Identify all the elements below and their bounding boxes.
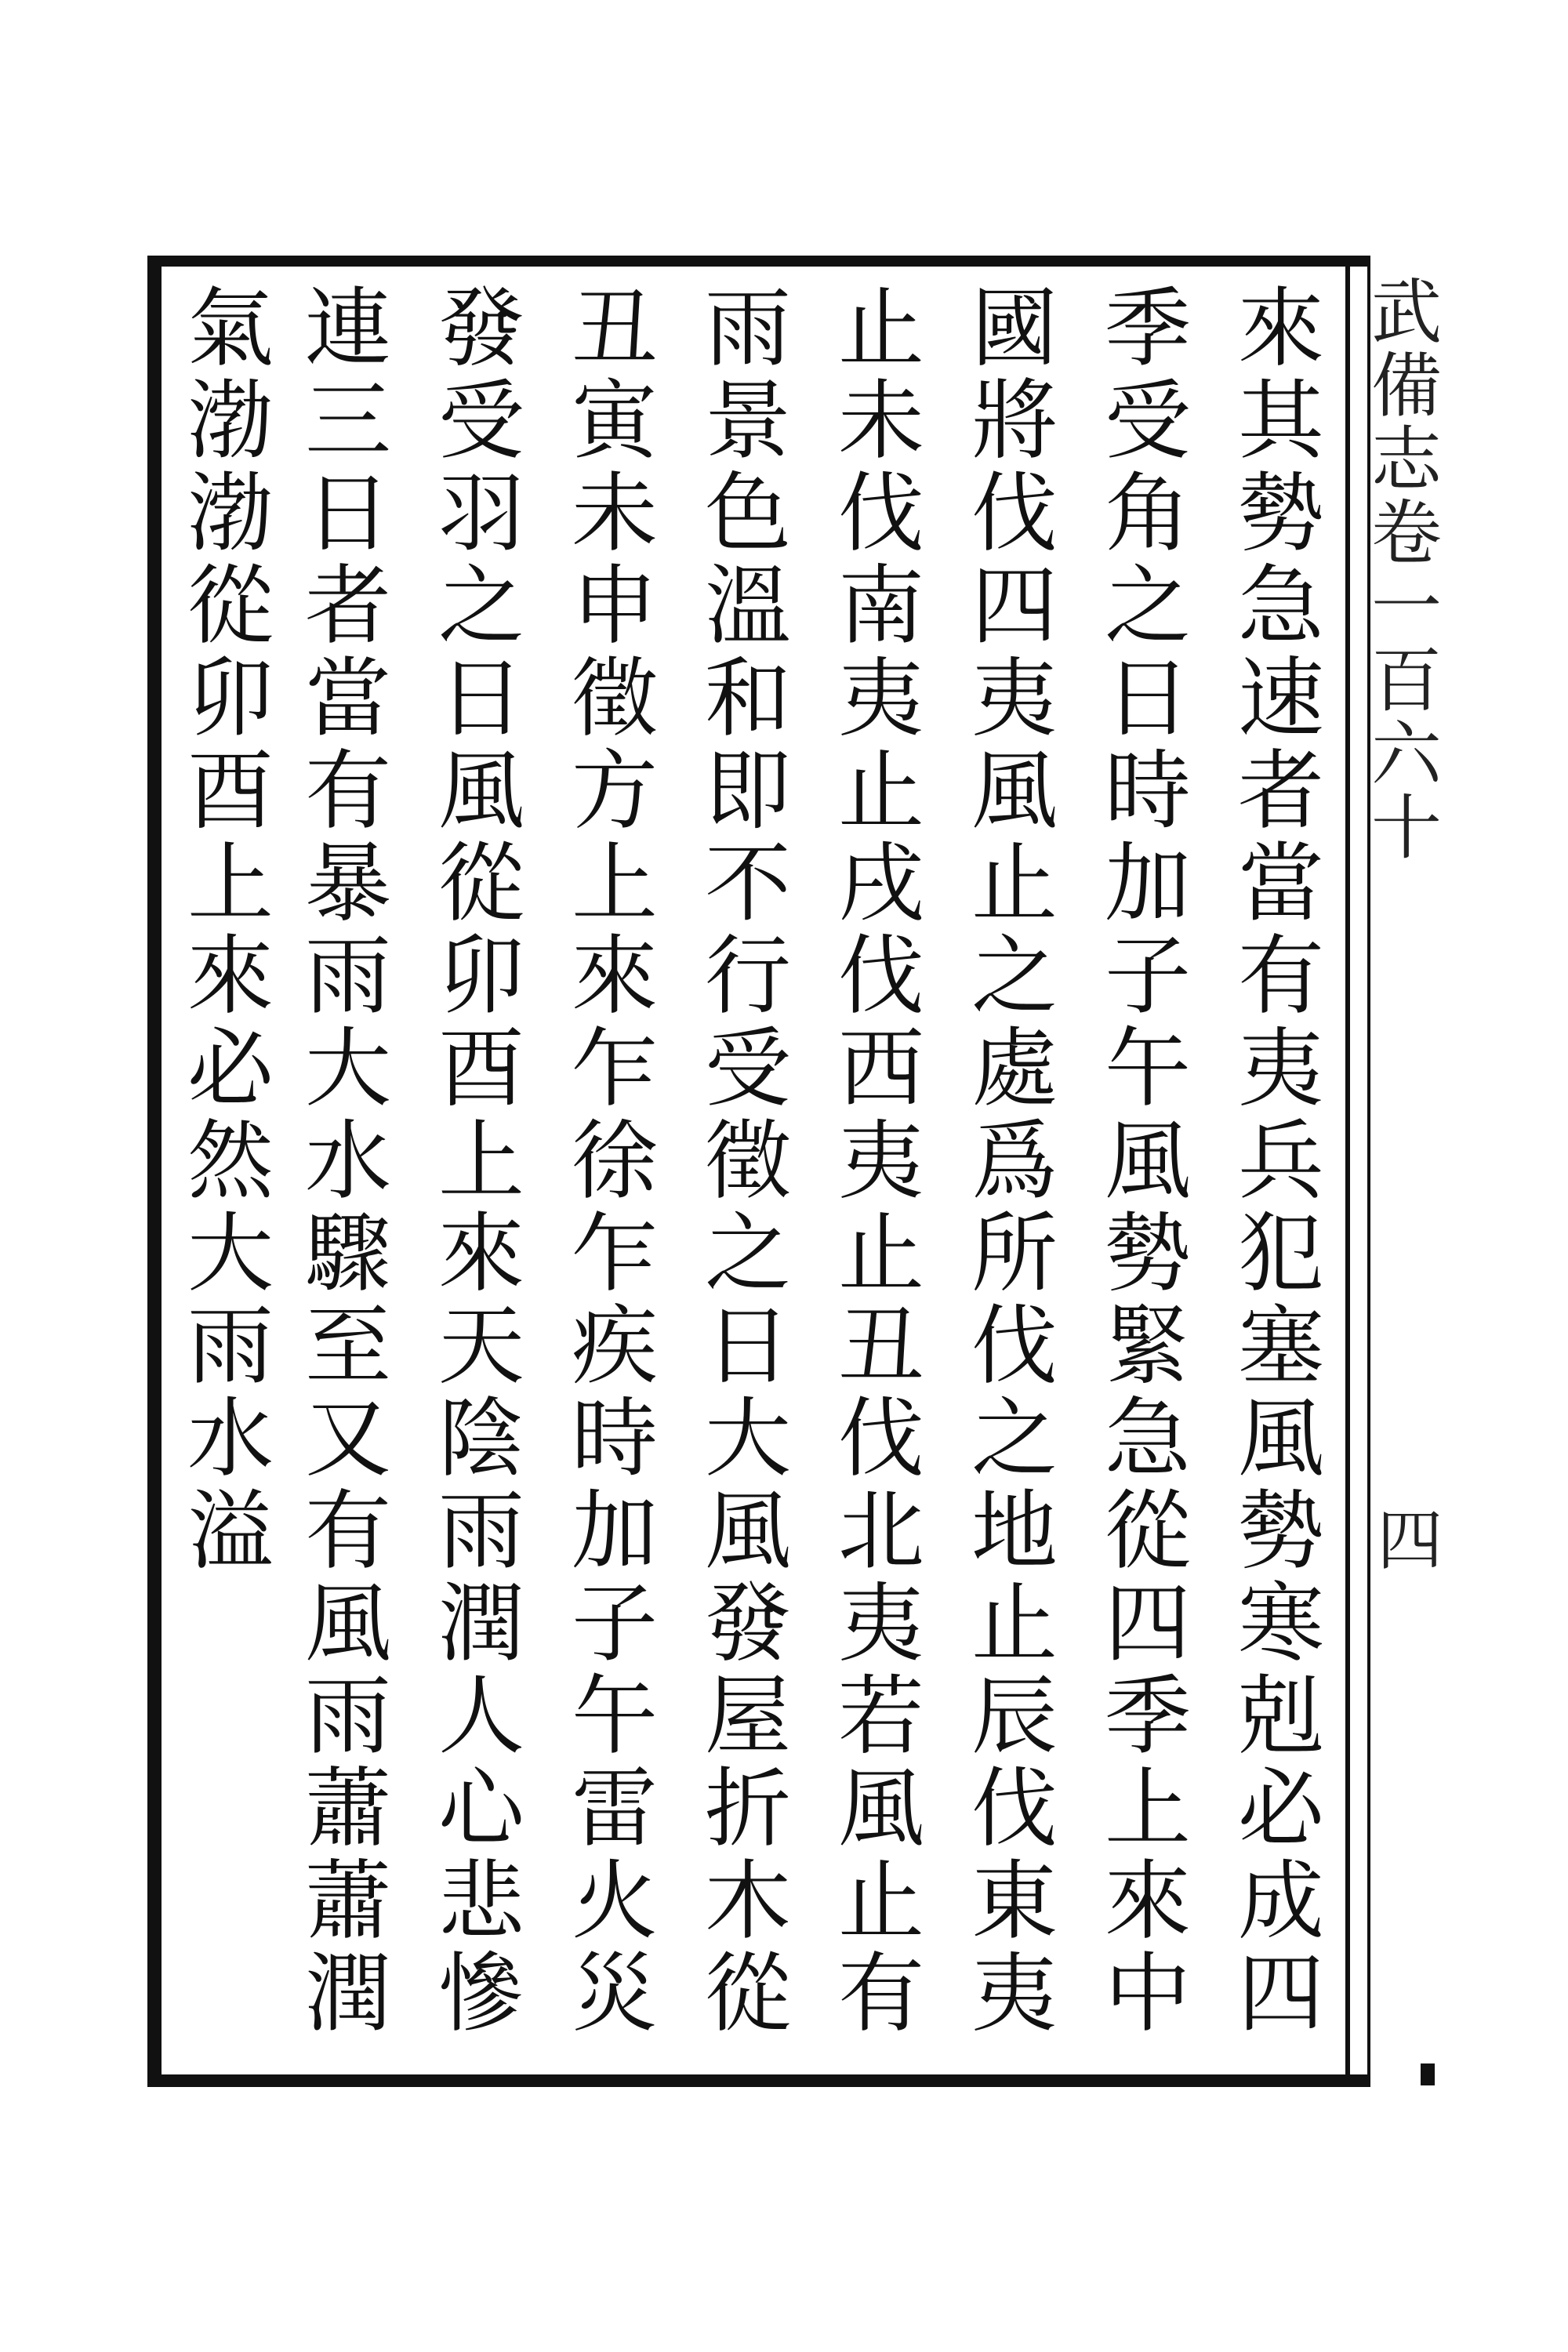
gutter-rule xyxy=(1345,259,1350,2079)
text-column-7: 發受羽之日風從卯酉上來天陰雨潤人心悲慘 xyxy=(424,282,524,2040)
margin-page-number: 四 xyxy=(1367,1505,1443,1571)
text-column-2: 季受角之日時加子午風勢緊急從四季上來中 xyxy=(1091,282,1191,2040)
text-column-8: 連三日者當有暴雨大水驟至又有風雨蕭蕭潤 xyxy=(291,282,391,2040)
margin-header-title: 武備志卷一百六十 xyxy=(1359,274,1441,864)
text-column-9: 氣渤渤從卯酉上來必然大雨水溢 xyxy=(173,282,274,1577)
text-column-4: 止未伐南夷止戌伐西夷止丑伐北夷若風止有 xyxy=(824,282,924,2040)
text-column-6: 丑寅未申徵方上來乍徐乍疾時加子午雷火災 xyxy=(557,282,658,2040)
margin-mark xyxy=(1421,2063,1435,2085)
text-column-3: 國將伐四夷風止之處爲所伐之地止辰伐東夷 xyxy=(957,282,1058,2040)
text-column-5: 雨景色溫和即不行受徵之日大風發屋折木從 xyxy=(691,282,791,2040)
text-column-1: 來其勢急速者當有夷兵犯塞風勢寒剋必成四 xyxy=(1224,282,1324,2040)
